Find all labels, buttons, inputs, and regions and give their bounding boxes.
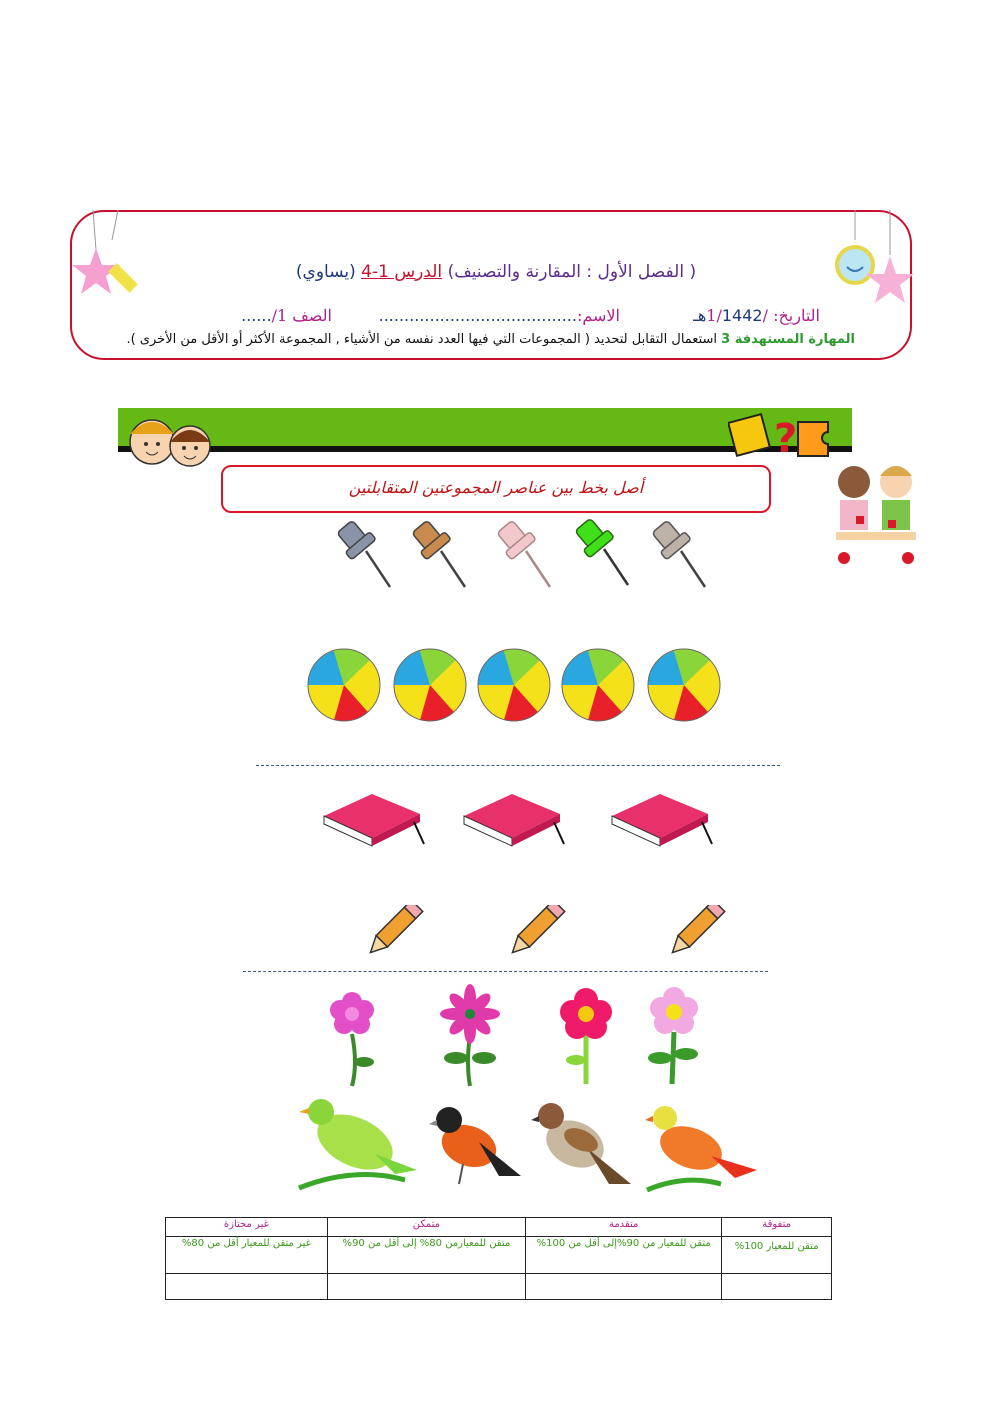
rubric-header-cell: متمكن bbox=[327, 1218, 525, 1237]
pencil-icon bbox=[667, 905, 725, 958]
girls-playing-icon bbox=[818, 452, 936, 572]
rubric-table bbox=[165, 1217, 832, 1300]
red-book-icon bbox=[464, 794, 564, 846]
rubric-description-cell: متقن للمعيارمن 80% إلى أقل من 90% bbox=[327, 1237, 525, 1274]
rubric-description-cell: متقن للمعيار من 90%إلى أقل من 100% bbox=[526, 1237, 722, 1274]
rubric-description-cell: غير متقن للمعيار أقل من 80% bbox=[166, 1237, 328, 1274]
rubric-empty-row bbox=[166, 1274, 832, 1300]
pencil-icon bbox=[365, 905, 423, 958]
svg-text:?: ? bbox=[774, 416, 798, 462]
red-book-icon bbox=[612, 794, 712, 846]
pencils-row bbox=[350, 905, 730, 970]
name-field: الاسم:....................................... bbox=[378, 306, 620, 325]
bird-icon bbox=[531, 1103, 631, 1184]
beach-ball-icon bbox=[308, 649, 380, 721]
tan-pin-icon bbox=[652, 520, 705, 587]
rubric-description-cell: متقن للمعيار 100% bbox=[722, 1237, 832, 1274]
bird-icon bbox=[645, 1106, 757, 1190]
flowers-row bbox=[320, 984, 710, 1090]
rubric-header-cell: غير مجتازة bbox=[166, 1218, 328, 1237]
beach-balls-row bbox=[300, 640, 730, 730]
flower-icon bbox=[440, 984, 500, 1086]
divider-line bbox=[243, 971, 768, 972]
pencil-icon bbox=[507, 905, 565, 958]
divider-line bbox=[256, 765, 780, 766]
beach-ball-icon bbox=[648, 649, 720, 721]
red-book-icon bbox=[324, 794, 424, 846]
rubric-empty-cell[interactable] bbox=[526, 1274, 722, 1300]
rubric-empty-cell[interactable] bbox=[327, 1274, 525, 1300]
target-skill: المهارة المستهدفة 3 استعمال التقابل لتحديد ( المجموعات التي فيها العدد نفسه من الأشياء , المجموعة الأكثر أو الأقل من الأخرى ). bbox=[126, 332, 855, 347]
rubric-description-row bbox=[166, 1237, 832, 1274]
rubric-header-row bbox=[166, 1218, 832, 1237]
beach-ball-icon bbox=[478, 649, 550, 721]
pink-pin-icon bbox=[497, 520, 550, 587]
birds-row bbox=[295, 1092, 765, 1196]
lesson-number: الدرس 1-4 bbox=[361, 262, 443, 282]
bird-icon bbox=[299, 1099, 417, 1188]
star-wand-icon bbox=[68, 210, 148, 310]
instruction-text: أصل بخط بين عناصر المجموعتين المتقابلتين bbox=[348, 478, 644, 497]
gray-blue-pin-icon bbox=[337, 520, 390, 587]
flower-icon bbox=[648, 987, 698, 1084]
rubric-header-cell: متقدمة bbox=[526, 1218, 722, 1237]
date-field: التاريخ: /1/1442هـ bbox=[693, 306, 820, 325]
beach-ball-icon bbox=[562, 649, 634, 721]
books-row bbox=[320, 790, 730, 850]
bird-icon bbox=[429, 1107, 521, 1184]
green-pin-icon bbox=[575, 518, 628, 585]
beach-ball-icon bbox=[394, 649, 466, 721]
pins-row bbox=[330, 515, 720, 593]
kids-faces-icon bbox=[120, 410, 220, 472]
brown-pin-icon bbox=[412, 520, 465, 587]
rubric-empty-cell[interactable] bbox=[166, 1274, 328, 1300]
flower-icon bbox=[560, 988, 612, 1084]
class-field: الصف 1/...... bbox=[241, 306, 332, 325]
rubric-empty-cell[interactable] bbox=[722, 1274, 832, 1300]
flower-icon bbox=[330, 992, 374, 1086]
lesson-title: ( الفصل الأول : المقارنة والتصنيف) الدرس 1-4 (يساوي) bbox=[295, 262, 697, 282]
rubric-header-cell: متفوقة bbox=[722, 1218, 832, 1237]
